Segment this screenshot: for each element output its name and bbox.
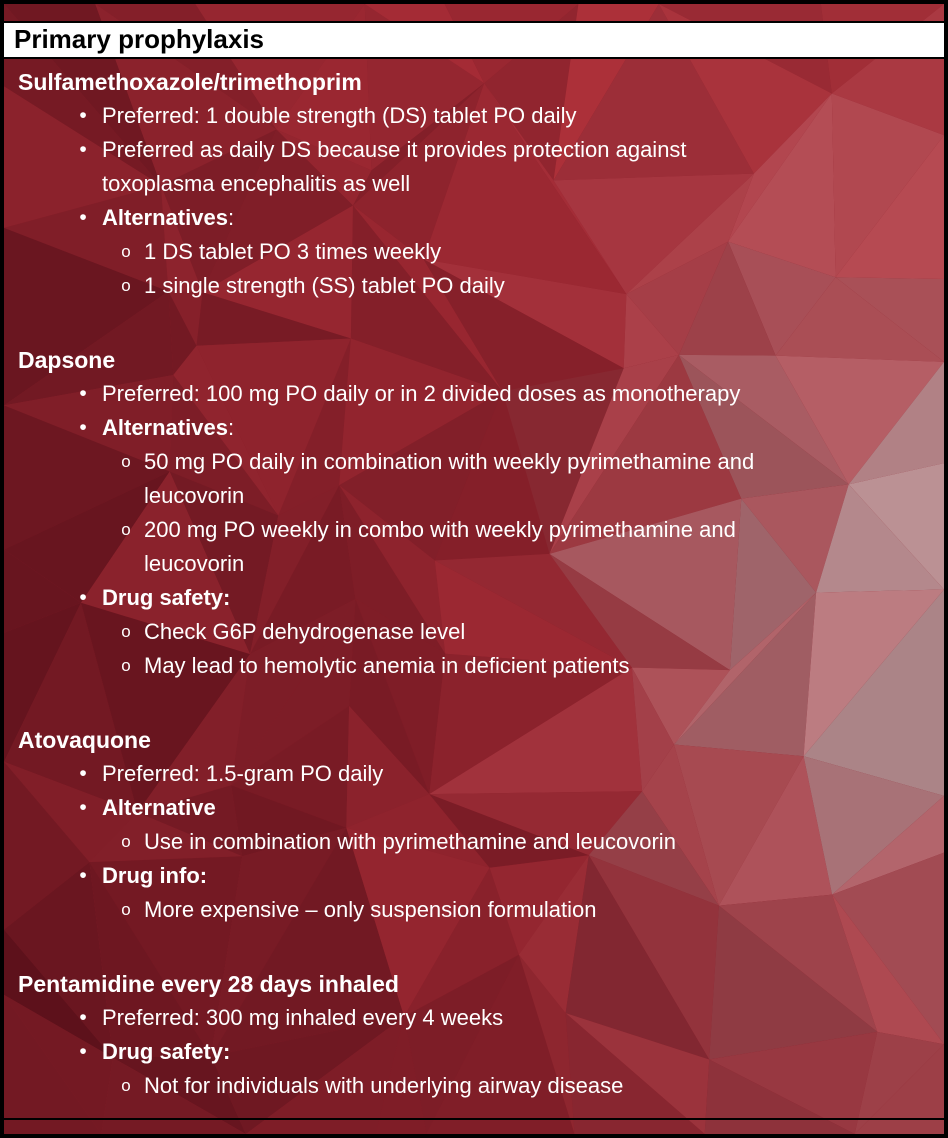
circle-bullet-icon: o — [121, 656, 131, 675]
bullet-icon: • — [79, 796, 87, 819]
list-item — [18, 513, 930, 581]
bullet-icon: • — [79, 206, 87, 229]
section-title: Atovaquone — [18, 727, 151, 753]
list-item — [18, 859, 930, 893]
list-item-text: Alternatives: — [102, 205, 235, 230]
section-dapsone — [18, 343, 930, 683]
list-item-text: Preferred: 1.5-gram PO daily — [102, 761, 384, 786]
circle-bullet-icon: o — [121, 1076, 131, 1095]
list-item-text: 1 single strength (SS) tablet PO daily — [144, 273, 505, 298]
list-item-text: 1 DS tablet PO 3 times weekly — [144, 239, 442, 264]
bullet-icon: • — [79, 416, 87, 439]
list-item-text: Alternatives: — [102, 415, 235, 440]
content-area — [4, 59, 944, 1103]
list-item-text: Drug info: — [102, 863, 208, 888]
list-item — [18, 1069, 930, 1103]
bullet-icon: • — [79, 864, 87, 887]
next-row-top-edge — [4, 1118, 944, 1134]
list-item-text: May lead to hemolytic anemia in deficient patients — [144, 653, 630, 678]
list-item-text: Preferred as daily DS because it provides protection against toxoplasma encephalitis as well — [102, 137, 687, 196]
page-title: Primary prophylaxis — [14, 24, 264, 54]
list-item-text: Check G6P dehydrogenase level — [144, 619, 466, 644]
list-item — [18, 377, 930, 411]
circle-bullet-icon: o — [121, 622, 131, 641]
circle-bullet-icon: o — [121, 276, 131, 295]
section-title: Dapsone — [18, 347, 116, 373]
list-item-text: Not for individuals with underlying airway disease — [144, 1073, 624, 1098]
list-item — [18, 581, 930, 615]
list-item — [18, 445, 930, 513]
circle-bullet-icon: o — [121, 452, 131, 471]
bullet-icon: • — [79, 586, 87, 609]
list-item-text: Preferred: 1 double strength (DS) tablet PO daily — [102, 103, 577, 128]
bullet-icon: • — [79, 104, 87, 127]
list-item — [18, 791, 930, 825]
list-item — [18, 201, 930, 235]
list-item — [18, 133, 930, 201]
list-item-text: Preferred: 300 mg inhaled every 4 weeks — [102, 1005, 504, 1030]
list-item — [18, 615, 930, 649]
section-pentamidine — [18, 967, 930, 1103]
list-item — [18, 235, 930, 269]
list-item — [18, 1035, 930, 1069]
circle-bullet-icon: o — [121, 832, 131, 851]
list-item-text: More expensive – only suspension formulation — [144, 897, 597, 922]
list-item — [18, 757, 930, 791]
bullet-icon: • — [79, 382, 87, 405]
list-item-text: Use in combination with pyrimethamine and leucovorin — [144, 829, 676, 854]
section-atovaquone — [18, 723, 930, 927]
circle-bullet-icon: o — [121, 900, 131, 919]
list-item — [18, 825, 930, 859]
circle-bullet-icon: o — [121, 242, 131, 261]
section-sulfamethoxazole-trimethoprim — [18, 65, 930, 303]
list-item — [18, 269, 930, 303]
list-item-text: Preferred: 100 mg PO daily or in 2 divided doses as monotherapy — [102, 381, 741, 406]
circle-bullet-icon: o — [121, 520, 131, 539]
list-item-text: 50 mg PO daily in combination with weekly pyrimethamine and leucovorin — [144, 449, 755, 508]
list-item-text: Alternative — [102, 795, 216, 820]
list-item-text: 200 mg PO weekly in combo with weekly pyrimethamine and leucovorin — [144, 517, 736, 576]
list-item-text: Drug safety: — [102, 1039, 231, 1064]
list-item — [18, 411, 930, 445]
bullet-icon: • — [79, 762, 87, 785]
section-title: Sulfamethoxazole/trimethoprim — [18, 69, 362, 95]
table-header-row — [4, 21, 944, 59]
bullet-icon: • — [79, 1006, 87, 1029]
list-item — [18, 649, 930, 683]
section-title: Pentamidine every 28 days inhaled — [18, 971, 399, 997]
list-item — [18, 893, 930, 927]
bullet-icon: • — [79, 1040, 87, 1063]
bullet-icon: • — [79, 138, 87, 161]
top-red-strip — [4, 4, 944, 21]
list-item — [18, 1001, 930, 1035]
list-item — [18, 99, 930, 133]
list-item-text: Drug safety: — [102, 585, 231, 610]
